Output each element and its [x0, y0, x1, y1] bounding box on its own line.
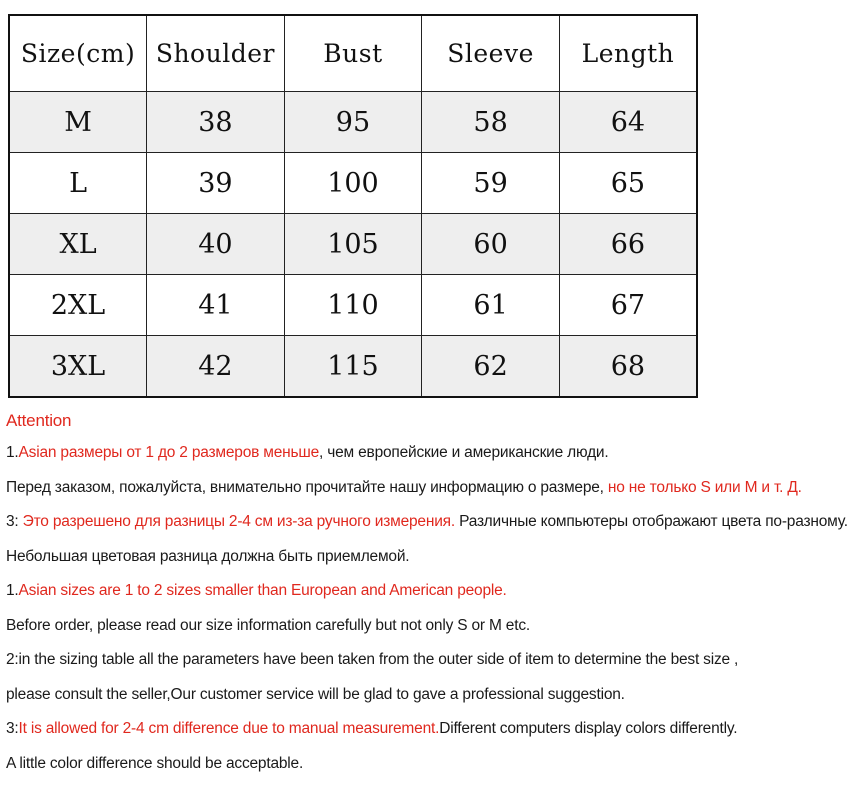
note-highlight-text: Asian sizes are 1 to 2 sizes smaller than European and American people. [18, 582, 507, 599]
note-line [6, 609, 798, 644]
table-header-row [9, 15, 697, 92]
note-line [6, 540, 798, 575]
note-text: , чем европейские и американские люди. [319, 444, 609, 461]
cell-length: 65 [559, 153, 697, 214]
cell-length: 67 [559, 275, 697, 336]
cell-bust: 95 [284, 92, 422, 153]
note-line [6, 574, 798, 609]
note-line [6, 471, 802, 506]
note-line [6, 643, 798, 678]
cell-length: 66 [559, 214, 697, 275]
note-text: Небольшая цветовая разница должна быть приемлемой. [6, 547, 410, 565]
cell-sleeve: 61 [422, 275, 560, 336]
note-line [6, 678, 798, 713]
cell-shoulder: 38 [147, 92, 285, 153]
cell-sleeve: 59 [422, 153, 560, 214]
cell-shoulder: 41 [147, 275, 285, 336]
size-chart-table [8, 14, 698, 398]
cell-sleeve: 58 [422, 92, 560, 153]
attention-heading: Attention [6, 411, 72, 430]
cell-sleeve: 62 [422, 336, 560, 398]
note-text: A little color difference should be acceptable. [6, 754, 304, 772]
table-row [9, 336, 697, 398]
cell-size: L [9, 153, 147, 214]
note-text: 2:in the sizing table all the parameters have been taken from the outer side of item to determine the best size , [6, 651, 739, 668]
cell-size: 2XL [9, 275, 147, 336]
table-row [9, 214, 697, 275]
note-highlight-text: но не только S или M и т. Д. [607, 478, 802, 496]
note-lines [6, 436, 848, 781]
header-bust: Bust [284, 15, 422, 92]
cell-size: XL [9, 214, 147, 275]
header-shoulder: Shoulder [147, 15, 285, 92]
cell-bust: 110 [284, 275, 422, 336]
note-text: please consult the seller,Our customer service will be glad to gave a professional suggestion. [6, 685, 625, 703]
cell-shoulder: 42 [147, 336, 285, 398]
cell-bust: 100 [284, 153, 422, 214]
cell-shoulder: 40 [147, 214, 285, 275]
cell-bust: 115 [284, 336, 422, 398]
table-row [9, 92, 697, 153]
header-size: Size(cm) [9, 15, 147, 92]
cell-sleeve: 60 [422, 214, 560, 275]
cell-length: 68 [559, 336, 697, 398]
header-sleeve: Sleeve [422, 15, 560, 92]
note-text: 1. [6, 582, 19, 599]
cell-size: 3XL [9, 336, 147, 398]
note-text: Различные компьютеры отображают цвета по-разному. [454, 513, 848, 530]
note-highlight-text: It is allowed for 2-4 cm difference due to manual measurement. [18, 720, 440, 737]
table-row [9, 275, 697, 336]
note-line [6, 436, 798, 471]
note-line [6, 747, 798, 782]
note-text: Before order, please read our size information carefully but not only S or M etc. [6, 616, 530, 634]
cell-length: 64 [559, 92, 697, 153]
note-text: Перед заказом, пожалуйста, внимательно прочитайте нашу информацию о размере, [6, 478, 608, 496]
header-length: Length [559, 15, 697, 92]
note-text: 3: [6, 513, 23, 530]
cell-size: M [9, 92, 147, 153]
size-notes [6, 406, 848, 781]
cell-bust: 105 [284, 214, 422, 275]
note-highlight-text: Asian размеры от 1 до 2 размеров меньше [18, 444, 320, 461]
note-text: Different computers display colors differently. [439, 720, 738, 737]
note-text: 1. [6, 444, 19, 461]
note-highlight-text: Это разрешено для разницы 2-4 см из-за ручного измерения. [22, 513, 455, 530]
table-row [9, 153, 697, 214]
note-line [6, 505, 848, 540]
note-line [6, 712, 798, 747]
note-text: 3: [6, 720, 19, 737]
cell-shoulder: 39 [147, 153, 285, 214]
